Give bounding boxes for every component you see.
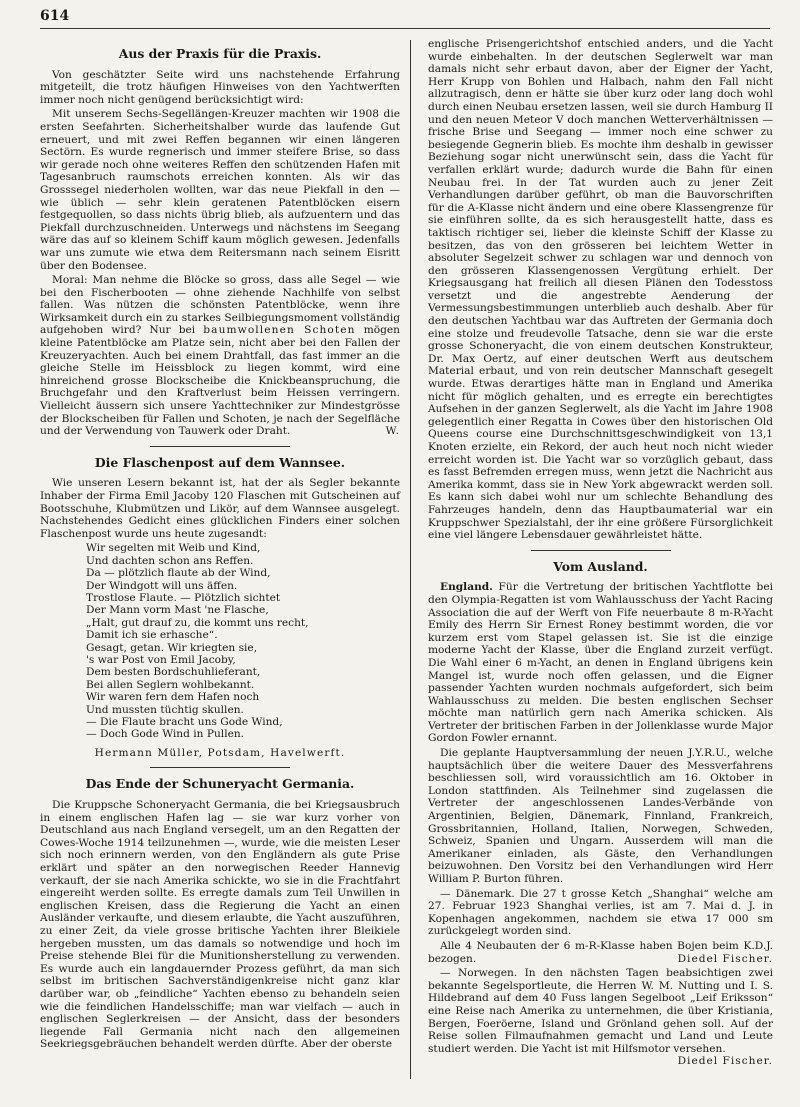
ausland-heading: Vom Ausland. — [553, 558, 648, 574]
poem-line: Der Windgott will uns äffen. — [86, 579, 238, 592]
england-text: Für die Vertretung der britischen Yachtflotte bei den Olympia-Regatten ist vom Wahlausschuss der Yacht Racing Association die auf der Werft von Fife neuerbaute 8 m-R-Yacht Emily des Herrn Sir Ernest Roney bestimmt worden, die vor kurzem erst vom Stapel gelassen ist. Sie ist die einzige moderne Yacht der Klasse, über die England zurzeit verfügt. Die Wahl einer 6 m-Yacht, an denen in England übrigens kein Mangel ist, wurde noch offen gelassen, und die Eigner passender Yachten wurden nochmals aufgefordert, sich beim Wahlausschuss zu melden. Die besten englischen Sechser möchte man natürlich gern nach Amerika schicken. Als Vertreter der britischen Farben in der Jollenklasse wurde Major Gordon Fowler ernannt. — [428, 581, 773, 745]
daenemark-text: Alle 4 Neubauten der 6 m-R-Klasse haben Bojen beim K.D.J. bezogen. — [428, 939, 773, 965]
flaschenpost-paragraph: Wie unseren Lesern bekannt ist, hat der als Segler bekannte Inhaber der Firma Emil Jacoby 120 Flaschen mit Gutscheinen auf Bootsschuhe, Klubmützen und Likör, auf dem Wannsee ausgelegt. Nachstehendes Gedicht eines glücklichen Finders einer solchen Flaschenpost wurde uns heute zugesandt: — [40, 477, 400, 540]
poem-line: Der Mann vorm Mast 'ne Flasche, — [86, 604, 269, 617]
poem-line: Trostlose Flaute. — Plötzlich sichtet — [86, 592, 281, 604]
praxis-heading: Aus der Praxis für die Praxis. — [118, 46, 322, 61]
norwegen-text: — Norwegen. In den nächsten Tagen beabsichtigen zwei bekannte Segelsportleute, die Herren W. M. Nutting und I. S. Hildebrand auf dem 40 Fuss langen Segelboot „Leif Eriksson“ eine Reise nach Amerika zu unternehmen, die über Kristiania, Bergen, Foeröerne, Island und Grönland gehen soll. Auf der Reise sollen Filmaufnahmen gemacht und Land und Leute studiert werden. Die Yacht ist mit Hilfsmotor versehen. — [428, 967, 773, 1055]
poem — [86, 542, 400, 741]
praxis-paragraph-2: Mit unserem Sechs-Segellängen-Kreuzer machten wir 1908 die ersten Seefahrten. Sicherheitshalber wurde das laufende Gut erneuert, und mit zwei Reffen begannen wir einen längeren Sectörn. Es wurde regnerisch und immer steifere Brise, so dass wir gerade noch ohne weiteres Reffen den schützenden Hafen mit Tagesanbruch raumschots erreichen konnten. Als wir das Grosssegel niederholen wollten, war das neue Piekfall in den — wie üblich — sehr klein geratenen Patentblöcken eisern festgequollen, so dass nichts übrig blieb, als aufzuentern und das Piekfall durchzuschneiden. Unterwegs und nächstens im Seegang wäre das auf so kleinem Schiff kaum möglich gewesen. Jedenfalls war uns zumute wie etwa dem Reitersmann nach seinem Eisritt über den Bodensee. — [40, 108, 400, 272]
section-separator — [150, 767, 290, 768]
poem-line: — Die Flaute bracht uns Gode Wind, — [86, 716, 283, 729]
poem-line: Dem besten Bordschuhlieferant, — [86, 666, 261, 679]
poem-line: 's war Post von Emil Jacoby, — [86, 654, 236, 667]
poem-line: — Doch Gode Wind in Pullen. — [86, 728, 245, 741]
poem-line: Wir segelten mit Weib und Kind, — [86, 542, 261, 555]
england-paragraph-2: Die geplante Hauptversammlung der neuen J.Y.R.U., welche hauptsächlich über die weitere Dauer des Messverfahrens beschliessen soll, wird voraussichtlich am 16. Oktober in London stattfinden. Als Teilnehmer sind zugelassen die Vertreter der angeschlossenen Landes-Verbände von Argentinien, Belgien, Dänemark, Finnland, Frankreich, Grossbritannien, Holland, Italien, Norwegen, Schweden, Schweiz, Spanien und Ungarn. Ausserdem will man die Amerikaner einladen, als Gäste, den Verhandlungen beizuwohnen. Den Vorsitz bei den Verhandlungen wird Herr William P. Burton führen. — [428, 747, 773, 885]
poem-line: Bei allen Seglern wohlbekannt. — [86, 678, 255, 691]
norwegen-paragraph — [428, 967, 773, 1068]
poem-line: „Halt, gut drauf zu, die kommt uns recht, — [86, 616, 309, 629]
column-divider — [410, 40, 411, 1079]
header-rule — [40, 28, 770, 29]
poem-line: Wir waren fern dem Hafen noch — [86, 691, 260, 704]
poem-line: Und mussten tüchtig skullen. — [86, 703, 244, 716]
poem-line: Und dachten schon ans Reffen. — [86, 554, 254, 567]
daenemark-paragraph-2 — [428, 940, 773, 965]
praxis-moral-text: Moral: Man nehme die Blöcke so gross, dass alle Segel — wie bei den Fischerbooten — ohne ziehende Nachhilfe von selbst fallen. Was nützen die schönsten Patentblöcke, wenn ihre Wirksamkeit durch ein zu starkes Seilbiegungsmoment vollständig aufgehoben wird? Nur bei — [40, 274, 400, 337]
england-paragraph-1 — [428, 581, 773, 745]
germania-paragraph: Die Kruppsche Schoneryacht Germania, die bei Kriegsausbruch in einem englischen Hafen lag — sie war kurz vorher von Deutschland aus nach England versegelt, um an den Regatten der Cowes-Woche 1914 teilzunehmen —, wurde, wie die meisten Leser sich noch erinnern werden, von den Engländern als gute Prise erklärt und später an den norwegischen Reeder Hannevig verkauft, der sie nach Amerika schickte, wo sie in die Frachtfahrt eingereiht werden sollte. Es erregte damals zum Teil Unwillen in englischen Kreisen, dass die Regierung die Yacht an einen Ausländer verkaufte, und diesem erlaubte, die Yacht auszuführen, zu einer Zeit, da viele grosse britische Yachten ihrer Bleikiele hergeben mussten, um das damals so notwendige und hoch im Preise stehende Blei für die Munitionsherstellung zu verwenden. Es wurde auch ein langdauernder Prozess geführt, da man sich selbst im britischen Sachverständigenkreise nicht ganz klar darüber war, ob „feindliche“ Yachten ebenso zu behandeln seien wie die feindlichen Handelsschiffe; man war vielfach — auch in englischen Seglerkreisen — der Ansicht, dass der besonders liegende Fall Germania nicht nach den allgemeinen Seekriegsgebräuchen behandelt werden dürfte. Aber der oberste — [40, 799, 400, 1051]
germania-heading: Das Ende der Schuneryacht Germania. — [85, 776, 355, 792]
praxis-emphasis: baumwollenen Schoten — [203, 324, 356, 337]
poem-line: Da — plötzlich flaute ab der Wind, — [86, 567, 271, 580]
praxis-signature: W. — [385, 425, 400, 438]
praxis-paragraph-1: Von geschätzter Seite wird uns nachstehende Erfahrung mitgeteilt, die trotz häufigen Hinweises von den Yachtwerften immer noch nicht genügend berücksichtigt wird: — [40, 68, 400, 106]
praxis-moral-text-cont: mögen kleine Patentblöcke am Platze sein, nicht aber bei den Fallen der Kreuzeryachten. Auch bei einem Drahtfall, das fast immer an die gleiche Stelle im Heissblock zu liegen kommt, wird eine hinreichend grosse Blockscheibe die Knickbeanspruchung, die Bruchgefahr und den Kraftverlust beim Heissen verringern. Vielleicht äussern sich unsere Yachttechniker zur Mindestgrösse der Blockscheiben für Fallen und Schoten, je nach der Segelfläche und der Verwendung von Tauwerk oder Draht. — [40, 324, 400, 438]
praxis-paragraph-3 — [40, 274, 400, 438]
section-separator — [150, 446, 290, 447]
right-column — [428, 38, 773, 1068]
poem-signature: Hermann Müller, Potsdam, Havelwerft. — [94, 746, 346, 759]
daenemark-paragraph-1: — Dänemark. Die 27 t grosse Ketch „Shanghai“ welche am 27. Februar 1923 Shanghai verlies, ist am 7. Mai d. J. in Kopenhagen angekommen, nachdem sie etwa 17 000 sm zurückgelegt worden sind. — [428, 887, 773, 938]
england-lead: England. — [440, 581, 493, 594]
poem-line: Gesagt, getan. Wir kriegten sie, — [86, 641, 258, 654]
section-separator — [531, 550, 671, 551]
germania-continuation: englische Prisengerichtshof entschied anders, und die Yacht wurde einbehalten. In der deutschen Seglerwelt war man damals nicht sehr erbaut davon, aber der Eigner der Yacht, Herr Krupp von Bohlen und Halbach, nahm den Fall nicht allzutragisch, denn er hätte sie über kurz oder lang doch wohl durch einen Neubau ersetzen lassen, weil sie durch Hamburg II und den neuen Meteor V doch manchen Wetterverhältnissen — frische Brise und Seegang — immer noch eine schwer zu besiegende Gegnerin blieb. Es mochte ihm deshalb in gewisser Beziehung sogar nicht unerwünscht sein, dass die Yacht für verfallen erklärt wurde; dadurch wurde die Bahn für einen Neubau frei. In der Tat wurden auch zu jener Zeit Verhandlungen darüber geführt, ob man die Bauvorschriften für die A-Klasse nicht ändern und eine obere Klassengrenze für sie einführen sollte, da es sich herausgestellt hatte, dass es taktisch richtiger sei, lieber die kleinste Schiff der Klasse zu besitzen, das von den grösseren bei leichtem Wetter in absoluter Segelzeit schwer zu schlagen war und dennoch von den grösseren Klassengenossen Vergütung erhielt. Der Kriegsausgang hat freilich all diesen Plänen den Todesstoss versetzt und die angestrebte Aenderung der Vermessungsbestimmungen unterblieb auch deshalb. Aber für den deutschen Yachtbau war das Auftreten der Germania doch eine stolze und freudevolle Tatsache, denn sie war die erste grosse Schoneryacht, die von einem deutschen Konstrukteur, Dr. Max Oertz, auf einer deutschen Werft aus deutschem Material erbaut, und von rein deutscher Mannschaft gesegelt wurde. Etwas derartiges hätte man in England und Amerika nicht für möglich gehalten, und es erregte ein berechtigtes Aufsehen in der ganzen Seglerwelt, als die Yacht im Jahre 1908 gelegentlich einer Regatta in Cowes über den historischen Old Queens course eine Durchschnittsgeschwindigkeit von 13,1 Knoten erzielte, ein Rekord, der auch heut noch nicht wieder erreicht worden ist. Die Yacht war so vorzüglich gebaut, dass es fasst Befremden erregen muss, wenn jetzt die Nachricht aus Amerika kommt, dass sie in New York abgewrackt werden soll. Es kann sich dabei wohl nur um schlechte Behandlung des Fahrzeuges handeln, denn das Hauptbaumaterial war ein Kruppschwer Spezialstahl, der ihr eine größere Fürsorglichkeit eine viel längere Lebensdauer gewährleistet hätte. — [428, 38, 773, 542]
page-number: 614 — [40, 8, 70, 24]
left-column — [40, 38, 400, 1053]
norwegen-signature: Diedel Fischer. — [677, 1055, 773, 1068]
poem-line: Damit ich sie erhasche“. — [86, 629, 218, 642]
daenemark-signature: Diedel Fischer. — [677, 952, 773, 965]
flaschenpost-heading: Die Flaschenpost auf dem Wannsee. — [94, 454, 346, 470]
